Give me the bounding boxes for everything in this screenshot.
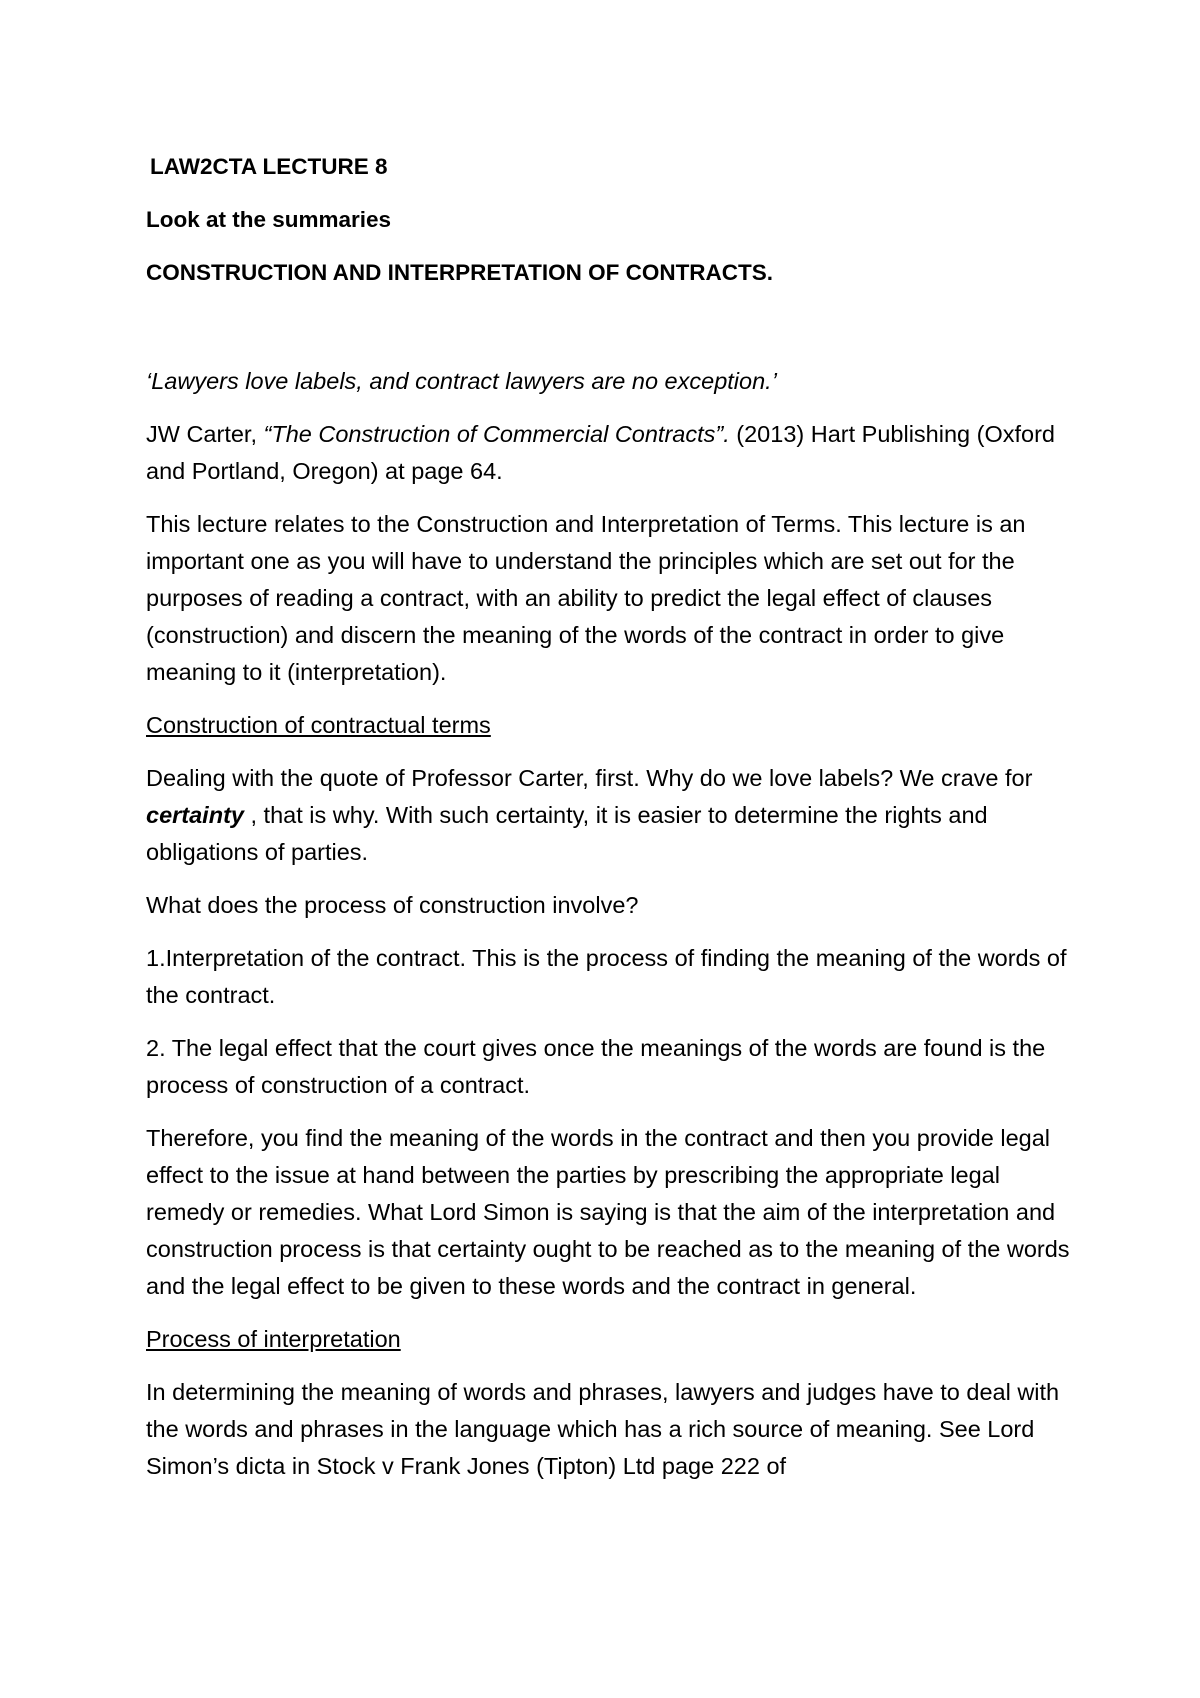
citation-rest: (2013) Hart Publishing (Oxford and Portland, Oregon) at page 64. xyxy=(146,421,1055,484)
document-body xyxy=(146,148,1076,1501)
therefore-paragraph: Therefore, you find the meaning of the words in the contract and then you provide legal effect to the issue at hand between the parties by prescribing the appropriate legal remedy or remedies. What Lord Simon is saying is that the aim of the interpretation and construction process is that certainty ought to be reached as to the meaning of the words and the legal effect to be given to these words and the contract in general. xyxy=(146,1125,1070,1299)
interpretation-paragraph: In determining the meaning of words and phrases, lawyers and judges have to deal with the words and phrases in the language which has a rich source of meaning. See Lord Simon’s dicta in Stock v Frank Jones (Tipton) Ltd page 222 of xyxy=(146,1379,1060,1479)
course-title: LAW2CTA LECTURE 8 xyxy=(150,154,388,179)
topic-heading: CONSTRUCTION AND INTERPRETATION OF CONTRACTS. xyxy=(146,260,774,285)
intro-paragraph: This lecture relates to the Construction and Interpretation of Terms. This lecture is an important one as you will have to understand the principles which are set out for the purposes of reading a contract, with an ability to predict the legal effect of clauses (construction) and discern the meaning of the words of the contract in order to give meaning to it (interpretation). xyxy=(146,511,1026,685)
citation-author: JW Carter, xyxy=(146,421,264,447)
certainty-emphasis: certainty xyxy=(146,802,244,828)
point-two: 2. The legal effect that the court gives once the meanings of the words are found is the process of construction of a contract. xyxy=(146,1035,1046,1098)
point-one: 1.Interpretation of the contract. This is the process of finding the meaning of the words of the contract. xyxy=(146,945,1067,1008)
spacer xyxy=(146,307,1076,363)
instruction-line: Look at the summaries xyxy=(146,207,392,232)
carter-paragraph xyxy=(146,760,1076,871)
carter-text-after: , that is why. With such certainty, it is easier to determine the rights and obligations of parties. xyxy=(146,802,988,865)
epigraph-citation xyxy=(146,416,1076,490)
carter-text-before: Dealing with the quote of Professor Carter, first. Why do we love labels? We crave for xyxy=(146,765,1033,791)
construction-question: What does the process of construction involve? xyxy=(146,892,639,918)
citation-title: “The Construction of Commercial Contracts”. xyxy=(263,421,730,447)
section-heading-construction: Construction of contractual terms xyxy=(146,712,491,738)
epigraph-quote: ‘Lawyers love labels, and contract lawyers are no exception.’ xyxy=(146,368,777,394)
section-heading-interpretation: Process of interpretation xyxy=(146,1326,401,1352)
